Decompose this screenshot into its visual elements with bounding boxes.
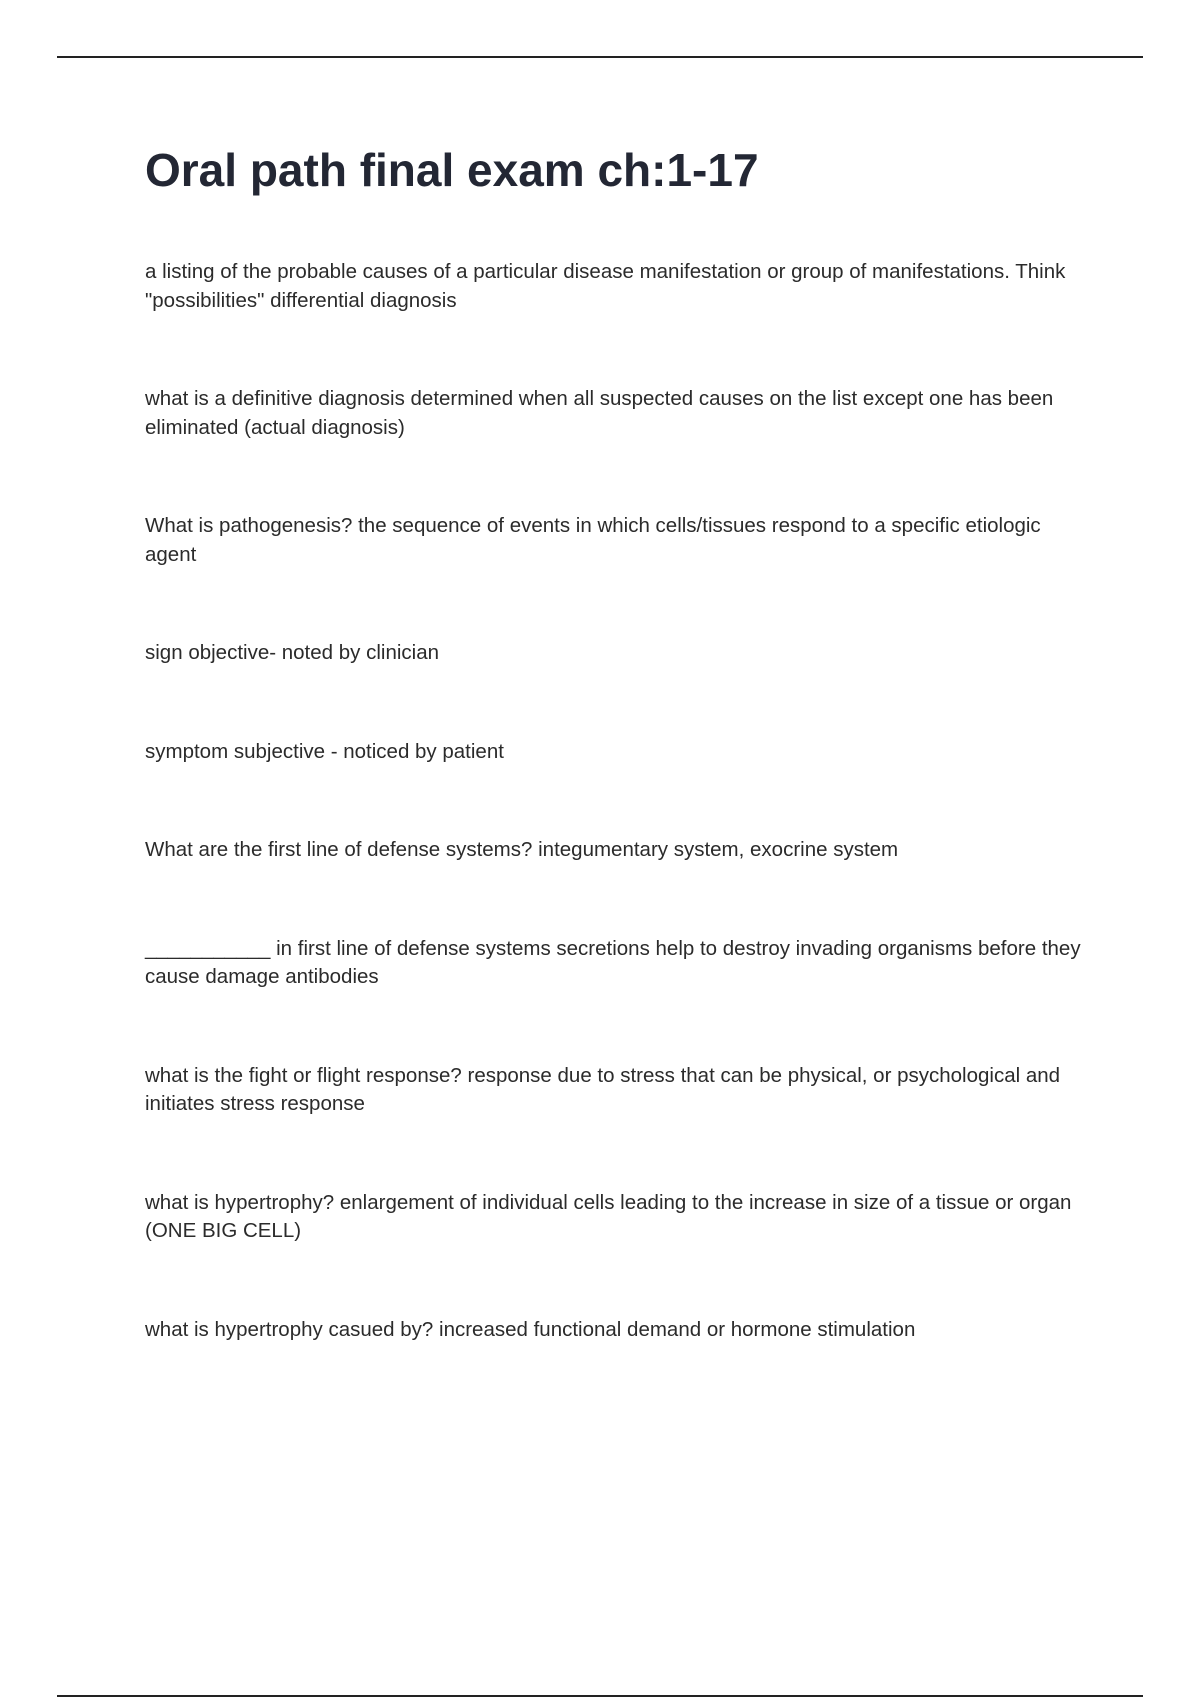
card-definition: subjective - noticed by patient [233, 739, 504, 763]
card-definition: enlargement of individual cells leading to the increase in size of a tissue or organ (ONE BIG CELL) [145, 1190, 1072, 1242]
flashcard-item [145, 1316, 1095, 1345]
card-term: What are the first line of defense systems? [145, 838, 533, 861]
card-definition: antibodies [285, 965, 379, 988]
page-title: Oral path final exam ch:1-17 [145, 144, 759, 196]
card-term: ___________ in first line of defense systems secretions help to destroy invading organisms before they cause damage [145, 936, 1081, 988]
flashcard-item [145, 935, 1095, 992]
card-term: What is pathogenesis? [145, 514, 353, 537]
card-term: symptom [145, 739, 229, 763]
card-term: what is a definitive diagnosis [145, 387, 405, 410]
flashcard-item [145, 639, 1095, 668]
card-definition: increased functional demand or hormone stimulation [439, 1317, 916, 1341]
card-term: what is hypertrophy casued by? [145, 1317, 434, 1341]
flashcard-item [145, 512, 1095, 569]
flashcard-item [145, 1189, 1095, 1246]
card-term: a listing of the probable causes of a particular disease manifestation or group of manifestations. Think "possibilities" [145, 260, 1066, 312]
flashcard-item [145, 1062, 1095, 1119]
card-definition: determined when all suspected causes on the list except one has been eliminated (actual diagnosis) [145, 387, 1054, 439]
flashcard-item [145, 836, 1095, 865]
card-term: what is the fight or flight response? [145, 1063, 462, 1087]
card-term: what is hypertrophy? [145, 1190, 335, 1214]
card-definition: differential diagnosis [270, 288, 457, 312]
flashcard-list [145, 258, 1095, 1344]
flashcard-item [145, 258, 1095, 315]
card-definition: response due to stress that can be physical, or psychological and initiates stress response [145, 1063, 1061, 1115]
bottom-divider [57, 1695, 1143, 1697]
card-term: sign [145, 641, 183, 664]
card-definition: integumentary system, exocrine system [538, 838, 899, 861]
top-divider [57, 56, 1143, 58]
card-definition: the sequence of events in which cells/tissues respond to a specific etiologic agent [145, 514, 1041, 566]
flashcard-item [145, 385, 1095, 442]
card-definition: objective- noted by clinician [188, 641, 440, 664]
flashcard-item [145, 738, 1095, 767]
